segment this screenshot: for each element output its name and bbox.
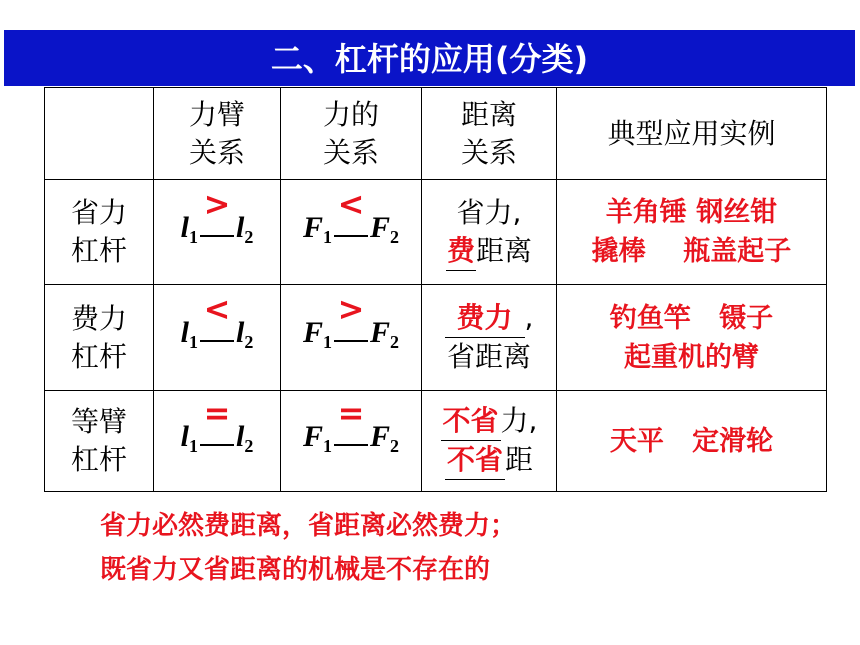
force-relation-cell: $F_1$ > $F_2$ [281,285,422,391]
distance-relation-cell: 省力, 费距离 [422,180,557,285]
table-row [45,391,827,492]
page-title: 二、杠杆的应用(分类) [4,30,855,86]
header-examples: 典型应用实例 [557,88,827,180]
force-relation-cell: $F_1$ < $F_2$ [281,180,422,285]
lever-type-cell: 费力 杠杆 [45,285,154,391]
distance-relation-cell: 费力 , 省距离 [422,285,557,391]
arm-relation-cell: $l_1$ = $l_2$ [154,391,281,492]
examples-cell: 羊角锤 钢丝钳 撬棒 瓶盖起子 [557,180,827,285]
lever-type-cell: 省力 杠杆 [45,180,154,285]
header-distance-relation: 距离 关系 [422,88,557,180]
lever-type-cell: 等臂 杠杆 [45,391,154,492]
examples-cell: 天平 定滑轮 [557,391,827,492]
conclusion-line-2: 既省力又省距离的机械是不存在的 [100,555,491,585]
examples-cell: 钓鱼竿 镊子 起重机的臂 [557,285,827,391]
distance-relation-cell: 不省力, 不省距 [422,391,557,492]
header-force-relation: 力的 关系 [281,88,422,180]
header-empty-cell [45,88,154,180]
lever-table [44,87,827,492]
table-row [45,180,827,285]
force-relation-cell: $F_1$ = $F_2$ [281,391,422,492]
arm-relation-cell: $l_1$ > $l_2$ [154,180,281,285]
arm-relation-cell: $l_1$ < $l_2$ [154,285,281,391]
table-header-row [45,88,827,180]
conclusion-line-1: 省力必然费距离，省距离必然费力； [100,511,517,541]
table-row [45,285,827,391]
header-arm-relation: 力臂 关系 [154,88,281,180]
